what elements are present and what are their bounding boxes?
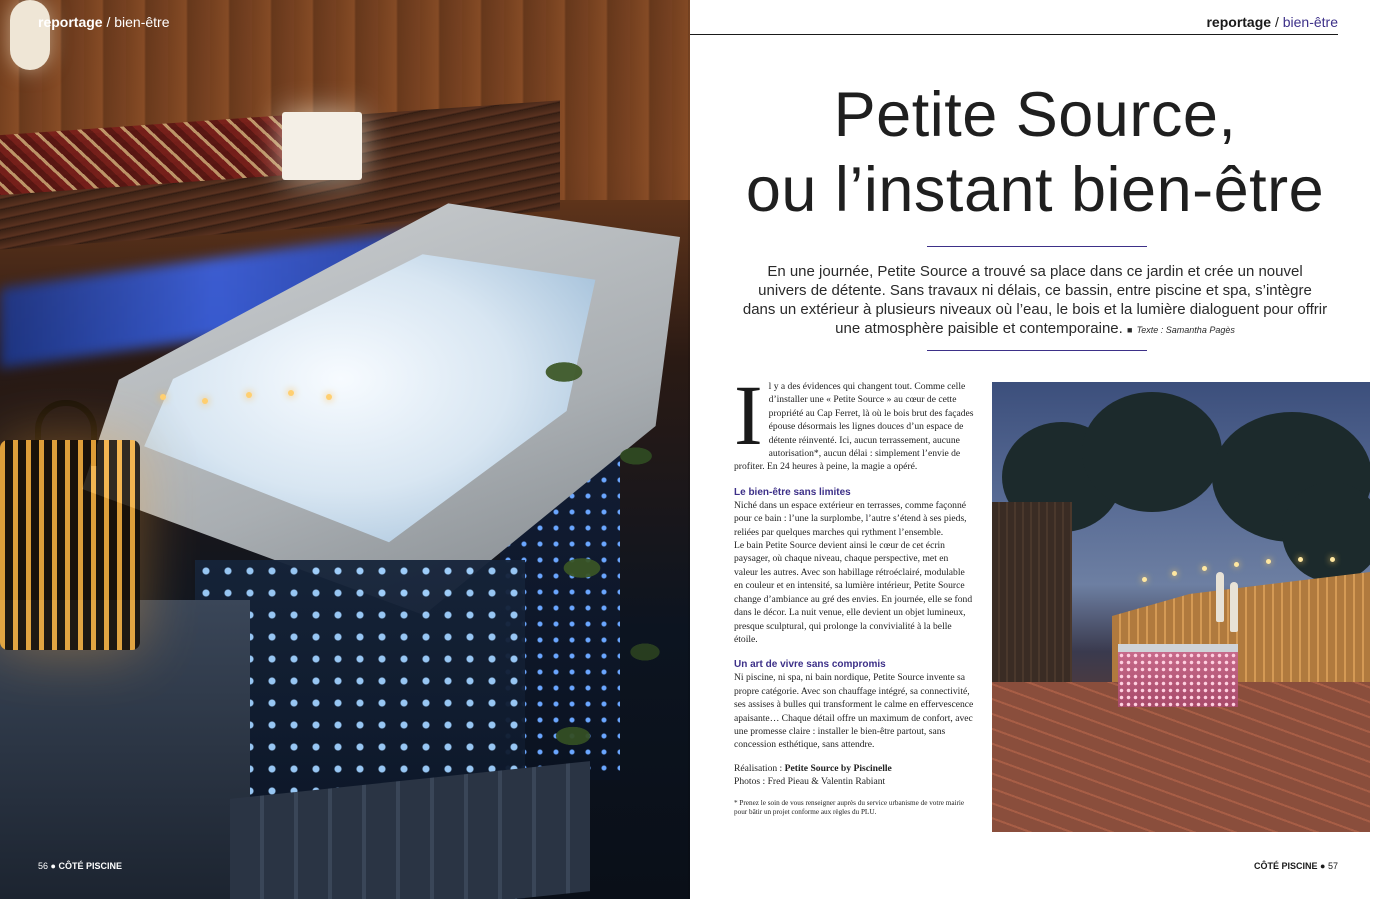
intro-paragraph	[734, 367, 974, 474]
string-lights	[1142, 557, 1362, 587]
running-head-section: reportage	[38, 14, 103, 30]
pool-lights	[150, 380, 450, 410]
folio-right: CÔTÉ PISCINE ● 57	[1254, 861, 1338, 871]
section2-paragraph-1: Ni piscine, ni spa, ni bain nordique, Petite Source invente sa propre catégorie. Avec son chauffage intégré, sa connectivité, ses assises à bulles qui transforment le calme en effervescence apaisante… Chaque détail offre un maximum de confort, avec une promesse claire : installer le bien-être partout, sans concession esthétique, sans attendre.	[734, 672, 974, 751]
running-head-right: reportage / bien-être	[1206, 14, 1338, 30]
article-title	[690, 78, 1380, 228]
plant-foliage	[510, 260, 690, 820]
garden-spa-photo	[992, 382, 1370, 832]
cube-lamp	[282, 112, 362, 180]
running-head-subsection: bien-être	[1282, 14, 1338, 30]
body-column	[734, 367, 974, 818]
lantern	[0, 440, 140, 650]
running-head-section: reportage	[1206, 14, 1272, 30]
tree-silhouette	[1082, 392, 1222, 512]
title-line-2: ou l’instant bien-être	[745, 155, 1325, 225]
right-page	[690, 0, 1380, 899]
white-vase	[1216, 572, 1224, 622]
intro-text: l y a des évidences qui changent tout. Comme celle d’installer une « Petite Source » au cœur de cette propriété au Cap Ferret, là où le bois brut des façades épouse désormais les lignes douces d’un espace de détente réinventé. Ici, aucun terrassement, aucune autorisation*, aucun délai : simplement l’envie de profiter. En 24 heures à peine, la magie a opéré.	[734, 381, 974, 473]
realisation-credit	[734, 762, 974, 775]
chapo-text: En une journée, Petite Source a trouvé sa place dans ce jardin et crée un nouvel univers de détente. Sans travaux ni délais, ce bassin, entre piscine et spa, s’intègre dans un extérieur à plusieurs niveaux où l’eau, le bois et la lumière dialoguent pour offrir une atmosphère paisible et contemporaine.	[742, 263, 1328, 337]
title-line-1: Petite Source,	[833, 80, 1237, 150]
chapo-rule-top	[927, 246, 1147, 247]
section1-heading: Le bien-être sans limites	[734, 486, 851, 498]
magazine-name-left: CÔTÉ PISCINE	[58, 861, 122, 871]
page-number-right: 57	[1327, 861, 1338, 871]
realisation-name: Petite Source by Piscinelle	[784, 762, 892, 774]
header-rule	[690, 34, 1338, 35]
realisation-label: Réalisation :	[734, 762, 785, 774]
running-head-left: reportage / bien-être	[38, 14, 170, 30]
drop-cap: I	[734, 367, 763, 463]
section1-paragraph-2: Le bain Petite Source devient ainsi le cœur de cet écrin paysager, où chaque niveau, chaque perspective, met en valeur les autres. Avec son habillage rétroéclairé, modulable en couleur et en intensité, sa lumière intérieur, Petite Source change d’ambiance au gré des envies. En journée, elle se fond dans le décor. La nuit venue, elle devient un objet lumineux, presque sculptural, qui prolonge la convivialité à la belle étoile.	[734, 540, 973, 645]
chapo-rule-bottom	[927, 350, 1147, 351]
end-square: ■	[1127, 325, 1133, 335]
chapo	[742, 262, 1328, 340]
photos-credit: Photos : Fred Pieau & Valentin Rabiant	[734, 776, 886, 788]
illuminated-spa	[1118, 644, 1238, 707]
running-head-subsection: bien-être	[114, 14, 170, 30]
tall-lamp	[10, 0, 50, 70]
folio-left: 56 ● CÔTÉ PISCINE	[38, 861, 122, 871]
white-vase	[1230, 582, 1238, 632]
section1-paragraph-1: Niché dans un espace extérieur en terrasses, comme façonné pour ce bain : l’une la surplombe, l’autre s’étend à ses pieds, reliées par quelques marches qui rythment l’ensemble.	[734, 499, 967, 538]
magazine-name-right: CÔTÉ PISCINE	[1254, 861, 1318, 871]
page-number-left: 56	[38, 861, 49, 871]
footnote: * Prenez le soin de vous renseigner auprès du service urbanisme de votre mairie pour bâtir un projet conforme aux règles du PLU.	[734, 798, 965, 817]
text-credit: Texte : Samantha Pagès	[1136, 325, 1235, 335]
section2-heading: Un art de vivre sans compromis	[734, 659, 886, 671]
